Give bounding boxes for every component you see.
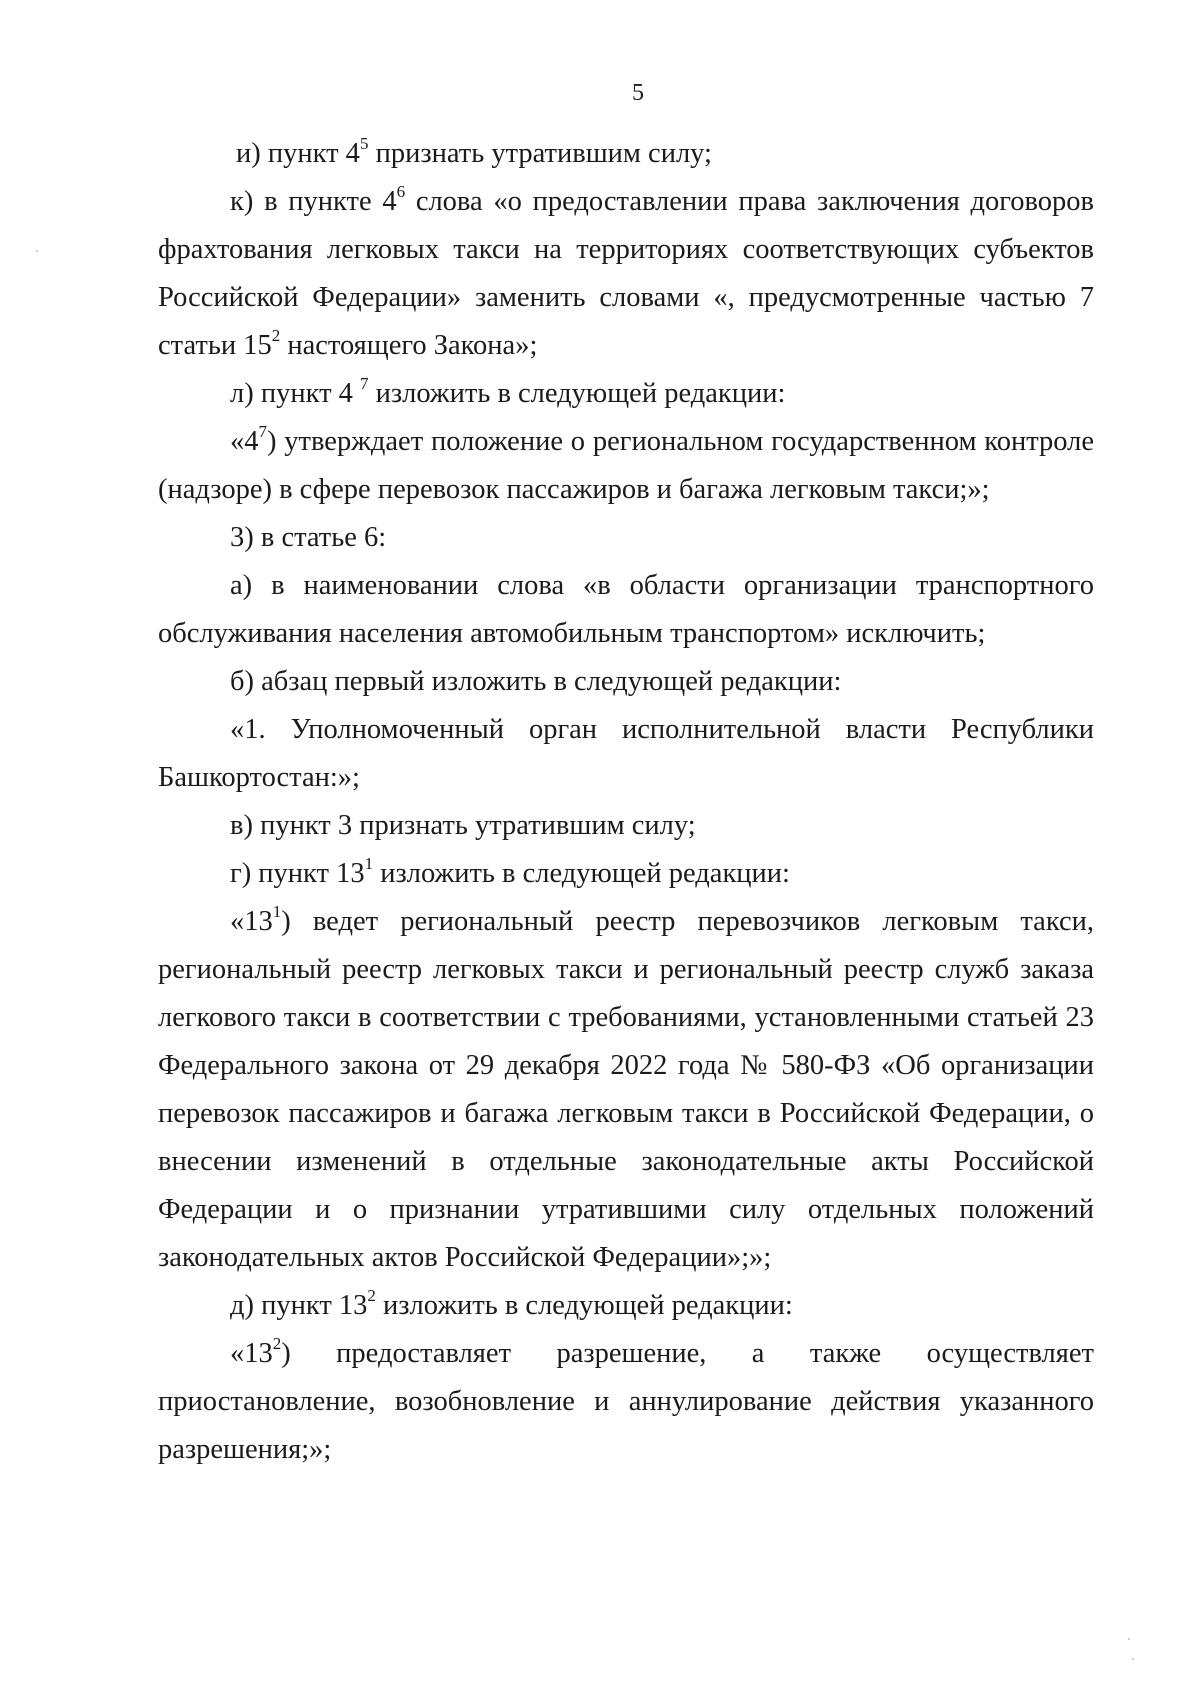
paragraph-text: г) пункт 13 bbox=[230, 858, 365, 889]
paragraph-item-a bbox=[158, 562, 1094, 658]
paragraph-text: в) пункт 3 признать утратившим силу; bbox=[230, 810, 696, 841]
scan-speck bbox=[1128, 1638, 1130, 1640]
paragraph-text: к) в пункте 4 bbox=[230, 186, 397, 217]
paragraph-item-d bbox=[158, 1282, 1094, 1330]
paragraph-text: признать утратившим силу; bbox=[368, 138, 712, 169]
superscript: 7 bbox=[360, 374, 369, 393]
paragraph-text: слова «о предоставлении права заключения договоров фрахтования легковых такси на территориях соответствующих субъектов Российской Федерации» заменить словами «, предусмотренные частью 7 статьи 15 bbox=[158, 186, 1094, 361]
paragraph-item-v bbox=[158, 802, 1094, 850]
superscript: 6 bbox=[396, 182, 406, 201]
paragraph-text: изложить в следующей редакции: bbox=[368, 378, 786, 409]
paragraph-quote-4-7 bbox=[158, 418, 1094, 514]
paragraph-item-l bbox=[158, 370, 1094, 418]
paragraph-text: б) абзац первый изложить в следующей редакции: bbox=[230, 666, 842, 697]
superscript: 2 bbox=[271, 326, 281, 345]
paragraph-text: ) предоставляет разрешение, а также осуществляет приостановление, возобновление и аннулирование действия указанного разрешения;»; bbox=[158, 1338, 1094, 1465]
paragraph-text: ) утверждает положение о региональном государственном контроле (надзоре) в сфере перевозок пассажиров и багажа легковым такси;»; bbox=[158, 426, 1094, 505]
scan-speck bbox=[1132, 1658, 1134, 1660]
document-body bbox=[158, 130, 1094, 1474]
scan-speck bbox=[36, 250, 38, 252]
paragraph-text: «13 bbox=[230, 906, 273, 937]
paragraph-text: и) пункт 4 bbox=[236, 138, 360, 169]
page-number: 5 bbox=[632, 80, 644, 106]
superscript: 1 bbox=[364, 854, 374, 873]
paragraph-text: «13 bbox=[230, 1338, 273, 1369]
paragraph-text: л) пункт 4 bbox=[230, 378, 361, 409]
paragraph-text: ) ведет региональный реестр перевозчиков легковым такси, региональный реестр легковых такси и региональный реестр служб заказа легкового такси в соответствии с требованиями, установленными статьей 23 Федерального закона от 29 декабря 2022 года № 580-ФЗ «Об организации перевозок пассажиров и багажа легковым такси в Российской Федерации, о внесении изменений в отдельные законодательные акты Российской Федерации и о признании утратившими силу отдельных положений законодательных актов Российской Федерации»;»; bbox=[158, 906, 1094, 1273]
paragraph-item-b bbox=[158, 658, 1094, 706]
paragraph-quote-13-2 bbox=[158, 1330, 1094, 1474]
paragraph-item-i bbox=[158, 130, 1094, 178]
paragraph-quote-1 bbox=[158, 706, 1094, 802]
paragraph-item-g bbox=[158, 850, 1094, 898]
paragraph-text: д) пункт 13 bbox=[230, 1290, 368, 1321]
paragraph-article-6 bbox=[158, 514, 1094, 562]
paragraph-item-k bbox=[158, 178, 1094, 370]
paragraph-text: а) в наименовании слова «в области организации транспортного обслуживания населения автомобильным транспортом» исключить; bbox=[158, 570, 1094, 649]
superscript: 2 bbox=[367, 1286, 376, 1305]
paragraph-text: 3) в статье 6: bbox=[230, 522, 387, 553]
paragraph-text: «1. Уполномоченный орган исполнительной власти Республики Башкортостан:»; bbox=[158, 714, 1094, 793]
superscript: 5 bbox=[359, 134, 369, 153]
superscript: 7 bbox=[258, 422, 267, 441]
paragraph-text: «4 bbox=[230, 426, 259, 457]
paragraph-quote-13-1 bbox=[158, 898, 1094, 1282]
paragraph-text: изложить в следующей редакции: bbox=[373, 858, 790, 889]
superscript: 1 bbox=[272, 902, 282, 921]
paragraph-text: изложить в следующей редакции: bbox=[375, 1290, 793, 1321]
superscript: 2 bbox=[272, 1334, 282, 1353]
paragraph-text: настоящего Закона»; bbox=[280, 330, 538, 361]
